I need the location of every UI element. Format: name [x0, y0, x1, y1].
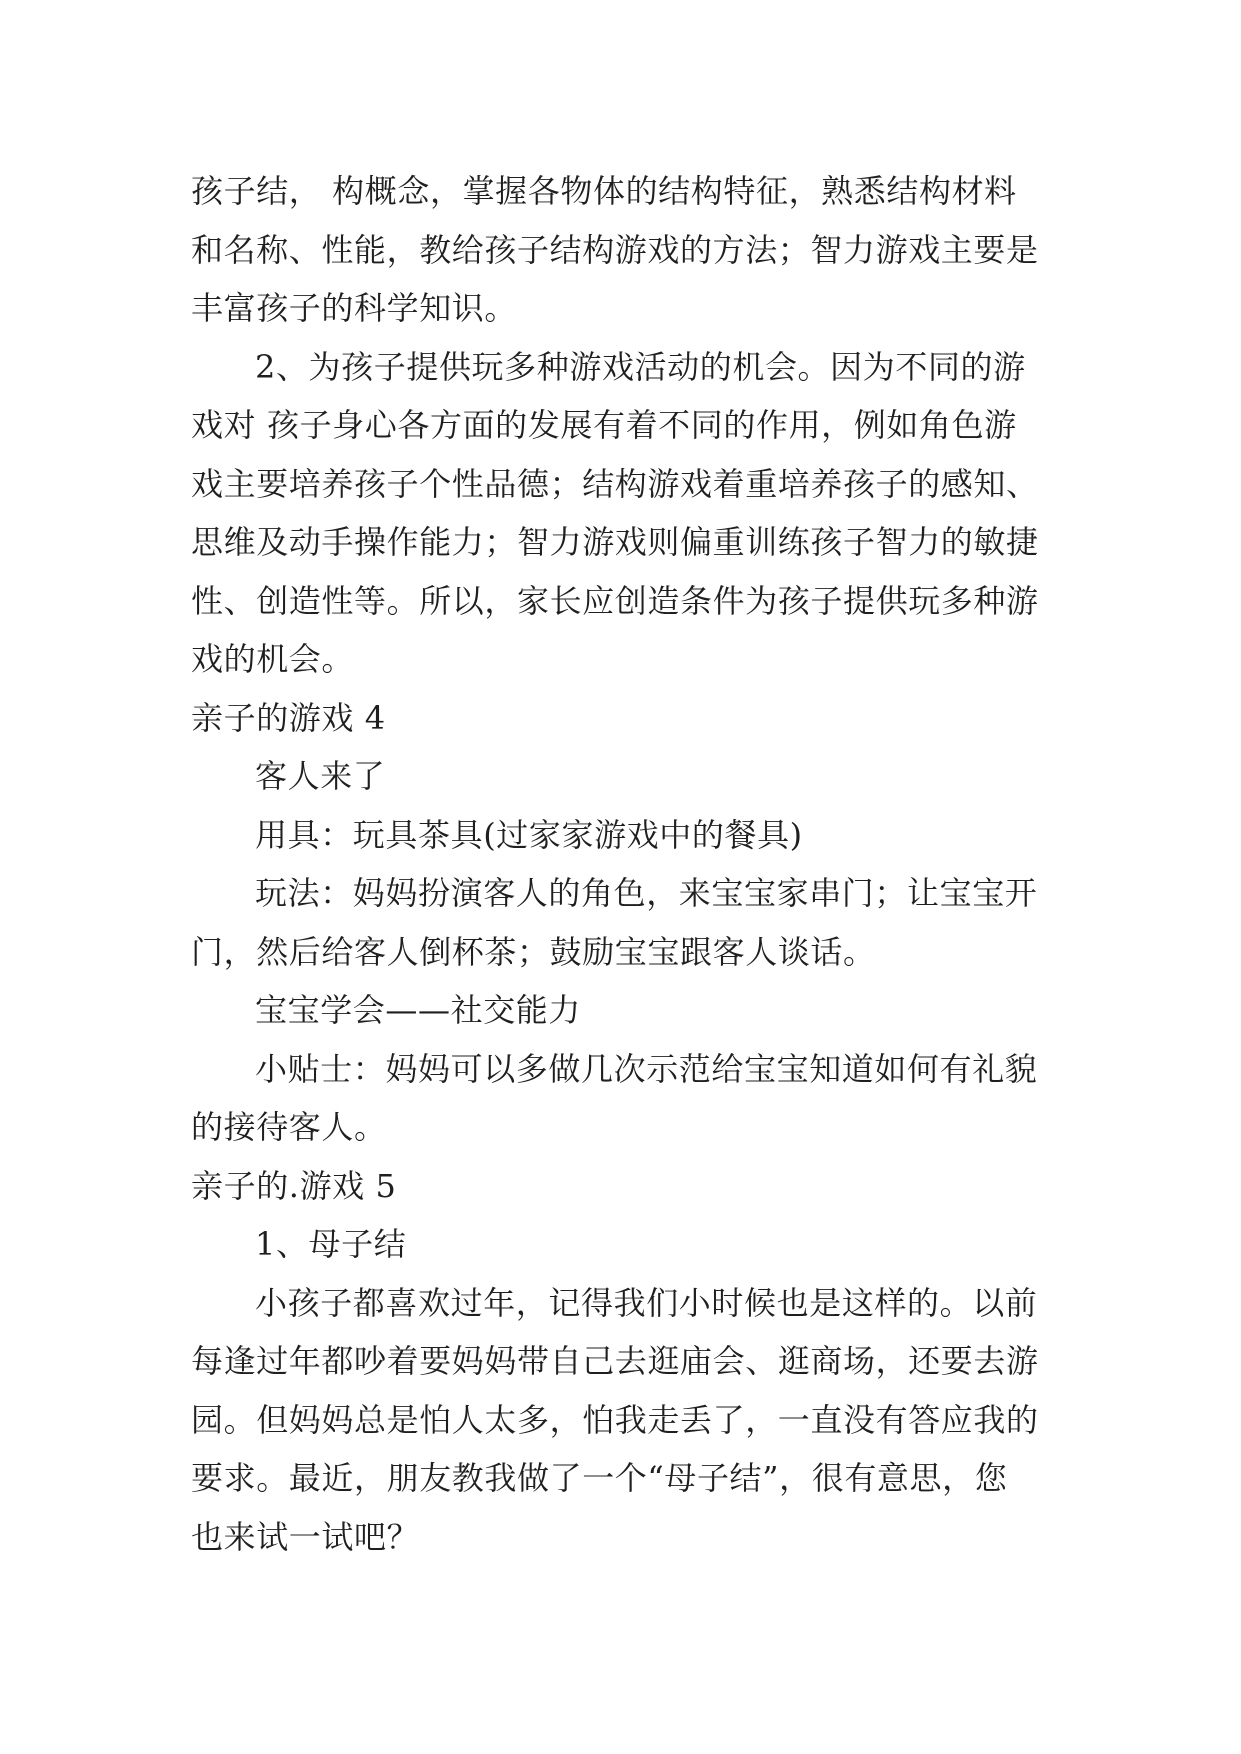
text-line: 性、创造性等。所以，家长应创造条件为孩子提供玩多种游 [191, 581, 1039, 620]
section-heading: 亲子的.游戏 5 [191, 1166, 397, 1205]
text-line: 丰富孩子的科学知识。 [191, 289, 518, 327]
text-line: 2、为孩子提供玩多种游戏活动的机会。因为不同的游 [255, 347, 1026, 386]
game-title: 客人来了 [255, 757, 386, 795]
text-line: 戏的机会。 [191, 640, 355, 678]
text-line: 孩子结， 构概念，掌握各物体的结构特征，熟悉结构材料 [191, 172, 1017, 210]
text-line: 小贴士：妈妈可以多做几次示范给宝宝知道如何有礼貌 [255, 1049, 1038, 1088]
text-line: 小孩子都喜欢过年，记得我们小时候也是这样的。以前 [255, 1283, 1038, 1322]
text-line: 思维及动手操作能力；智力游戏则偏重训练孩子智力的敏捷 [191, 523, 1039, 561]
text-line: 门，然后给客人倒杯茶；鼓励宝宝跟客人谈话。 [191, 932, 876, 971]
text-line: 用具：玩具茶具(过家家游戏中的餐具) [255, 815, 803, 854]
text-line: 园。但妈妈总是怕人太多，怕我走丢了，一直没有答应我的 [191, 1400, 1039, 1439]
text-line: 也来试一试吧？ [191, 1517, 420, 1556]
section-heading: 亲子的游戏 4 [191, 698, 386, 737]
text-line: 戏主要培养孩子个性品德；结构游戏着重培养孩子的感知、 [191, 464, 1039, 503]
text-line: 和名称、性能，教给孩子结构游戏的方法；智力游戏主要是 [191, 230, 1039, 269]
text-line: 的接待客人。 [191, 1108, 387, 1146]
body-text [191, 162, 1051, 1566]
text-line: 要求。最近，朋友教我做了一个“母子结”，很有意思，您 [191, 1459, 1008, 1497]
text-line: 每逢过年都吵着要妈妈带自己去逛庙会、逛商场，还要去游 [191, 1342, 1039, 1380]
game-title: 1、母子结 [255, 1225, 407, 1263]
text-line: 玩法：妈妈扮演客人的角色，来宝宝家串门；让宝宝开 [255, 874, 1038, 912]
text-line: 戏对 孩子身心各方面的发展有着不同的作用，例如角色游 [191, 406, 1017, 444]
text-line: 宝宝学会——社交能力 [255, 991, 582, 1029]
